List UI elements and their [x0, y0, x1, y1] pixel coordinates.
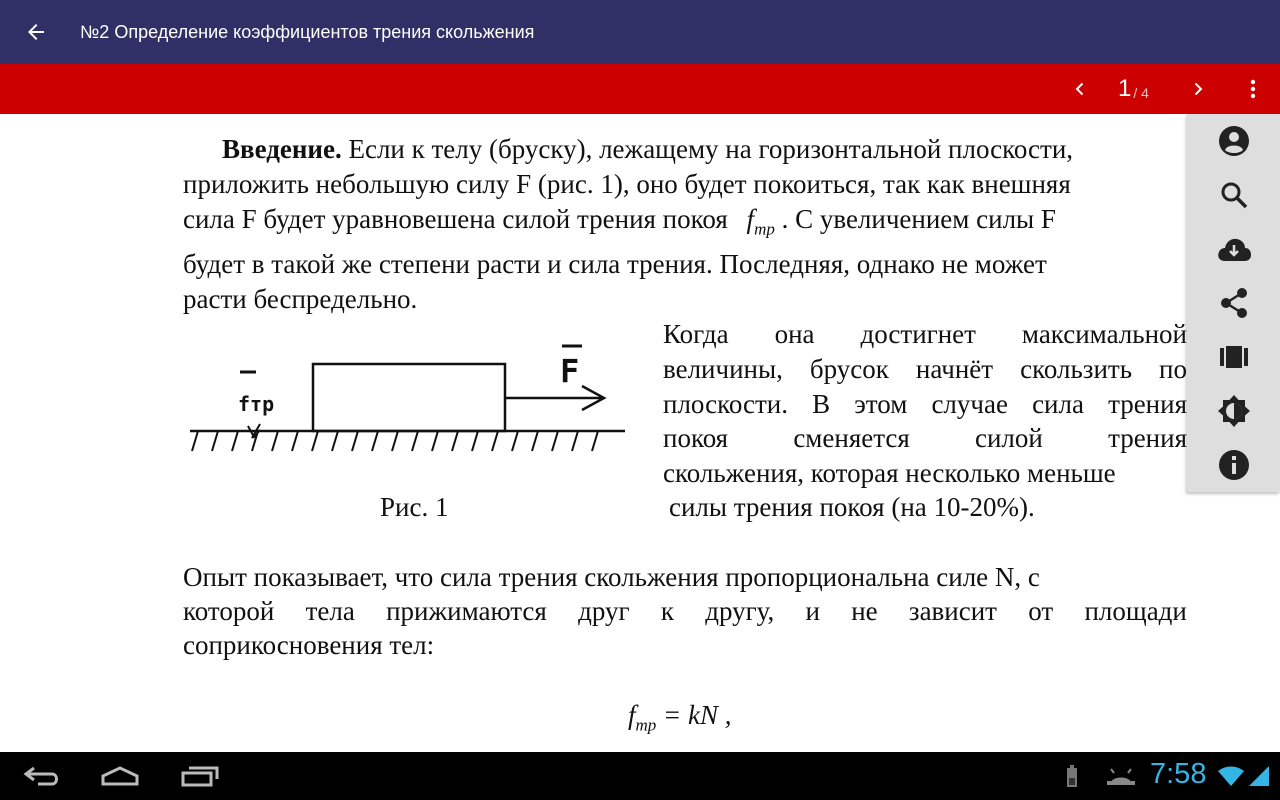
- friction-symbol: $f_{тр}$: [746, 204, 775, 239]
- intro-heading: Введение.: [222, 134, 342, 164]
- next-page-button[interactable]: [1182, 64, 1214, 114]
- intro-line-2: приложить небольшую силу F (рис. 1), оно будет покоиться, так как внешняя: [183, 169, 1071, 199]
- right-col-line-3: плоскости. В этом случае сила трения: [663, 389, 1187, 419]
- side-action-panel: [1187, 114, 1280, 492]
- figure-1-diagram: [180, 334, 640, 464]
- download-button[interactable]: [1207, 226, 1261, 272]
- account-circle-icon: [1218, 125, 1250, 157]
- brightness-icon: [1217, 394, 1251, 428]
- android-debug-icon: [1107, 765, 1135, 787]
- more-vert-icon: [1250, 79, 1256, 99]
- friction-label: fтр: [238, 392, 275, 416]
- right-col-line-4: покоя сменяется силой трения: [663, 423, 1187, 453]
- nav-home-icon: [100, 764, 140, 788]
- right-col-line-6: силы трения покоя (на 10-20%).: [669, 492, 1035, 522]
- arrow-back-icon: [24, 20, 48, 44]
- document-page[interactable]: [0, 114, 1280, 752]
- battery-icon: [1067, 765, 1077, 787]
- system-home-button[interactable]: [98, 752, 142, 800]
- system-nav-bar: [0, 752, 1280, 800]
- para2-line-3: соприкосновения тел:: [183, 630, 435, 660]
- pdf-toolbar: [0, 64, 1280, 114]
- system-recents-button[interactable]: [178, 752, 222, 800]
- view-columns-icon: [1220, 346, 1248, 368]
- overflow-menu-button[interactable]: [1238, 64, 1268, 114]
- right-col-line-2: величины, брусок начнёт скользить по: [663, 354, 1187, 384]
- clock: 7:58: [1150, 758, 1207, 790]
- page-title: №2 Определение коэффициентов трения скольжения: [80, 21, 535, 42]
- intro-line-3: сила F будет уравновешена силой трения покоя $f_{тр}$ . С увеличением силы F: [183, 204, 1056, 239]
- share-button[interactable]: [1207, 280, 1261, 326]
- info-icon: [1218, 449, 1250, 481]
- para2-line-2: которой тела прижимаются друг к другу, и не зависит от площади: [183, 596, 1187, 626]
- force-label: F: [560, 352, 580, 390]
- debug-status: [1104, 752, 1138, 800]
- block: [313, 364, 505, 431]
- intro-line-4: будет в такой же степени расти и сила трения. Последняя, однако не может: [183, 249, 1047, 279]
- right-col-line-5: скольжения, которая несколько меньше: [663, 458, 1116, 488]
- formula: $f_{тр}$ = kN ,: [628, 700, 732, 735]
- page-indicator: [1118, 64, 1149, 114]
- intro-line-1: Введение. Если к телу (бруску), лежащему на горизонтальной плоскости,: [222, 134, 1074, 164]
- nav-recents-icon: [180, 764, 220, 788]
- brightness-button[interactable]: [1207, 388, 1261, 434]
- para2-line-1: Опыт показывает, что сила трения скольжения пропорциональна силе N, с: [183, 562, 1040, 592]
- battery-status: [1062, 752, 1082, 800]
- chevron-right-icon: [1190, 81, 1206, 97]
- total-pages: / 4: [1133, 85, 1149, 101]
- current-page-number: 1: [1118, 75, 1132, 102]
- intro-line-5: расти беспредельно.: [183, 284, 418, 314]
- wifi-status: [1218, 752, 1244, 800]
- signal-status: [1248, 752, 1270, 800]
- account-button[interactable]: [1207, 118, 1261, 164]
- nav-back-icon: [22, 764, 62, 788]
- wifi-icon: [1218, 766, 1244, 786]
- search-icon: [1220, 181, 1248, 209]
- right-col-line-1: Когда она достигнет максимальной: [663, 319, 1187, 349]
- system-back-button[interactable]: [20, 752, 64, 800]
- search-button[interactable]: [1207, 172, 1261, 218]
- view-mode-button[interactable]: [1207, 334, 1261, 380]
- cloud-download-icon: [1216, 235, 1252, 263]
- back-button[interactable]: [0, 0, 72, 64]
- signal-icon: [1249, 766, 1269, 786]
- chevron-left-icon: [1072, 81, 1088, 97]
- app-bar: [0, 0, 1280, 64]
- figure-caption: Рис. 1: [380, 492, 449, 522]
- share-icon: [1219, 287, 1249, 319]
- previous-page-button[interactable]: [1064, 64, 1096, 114]
- info-button[interactable]: [1207, 442, 1261, 488]
